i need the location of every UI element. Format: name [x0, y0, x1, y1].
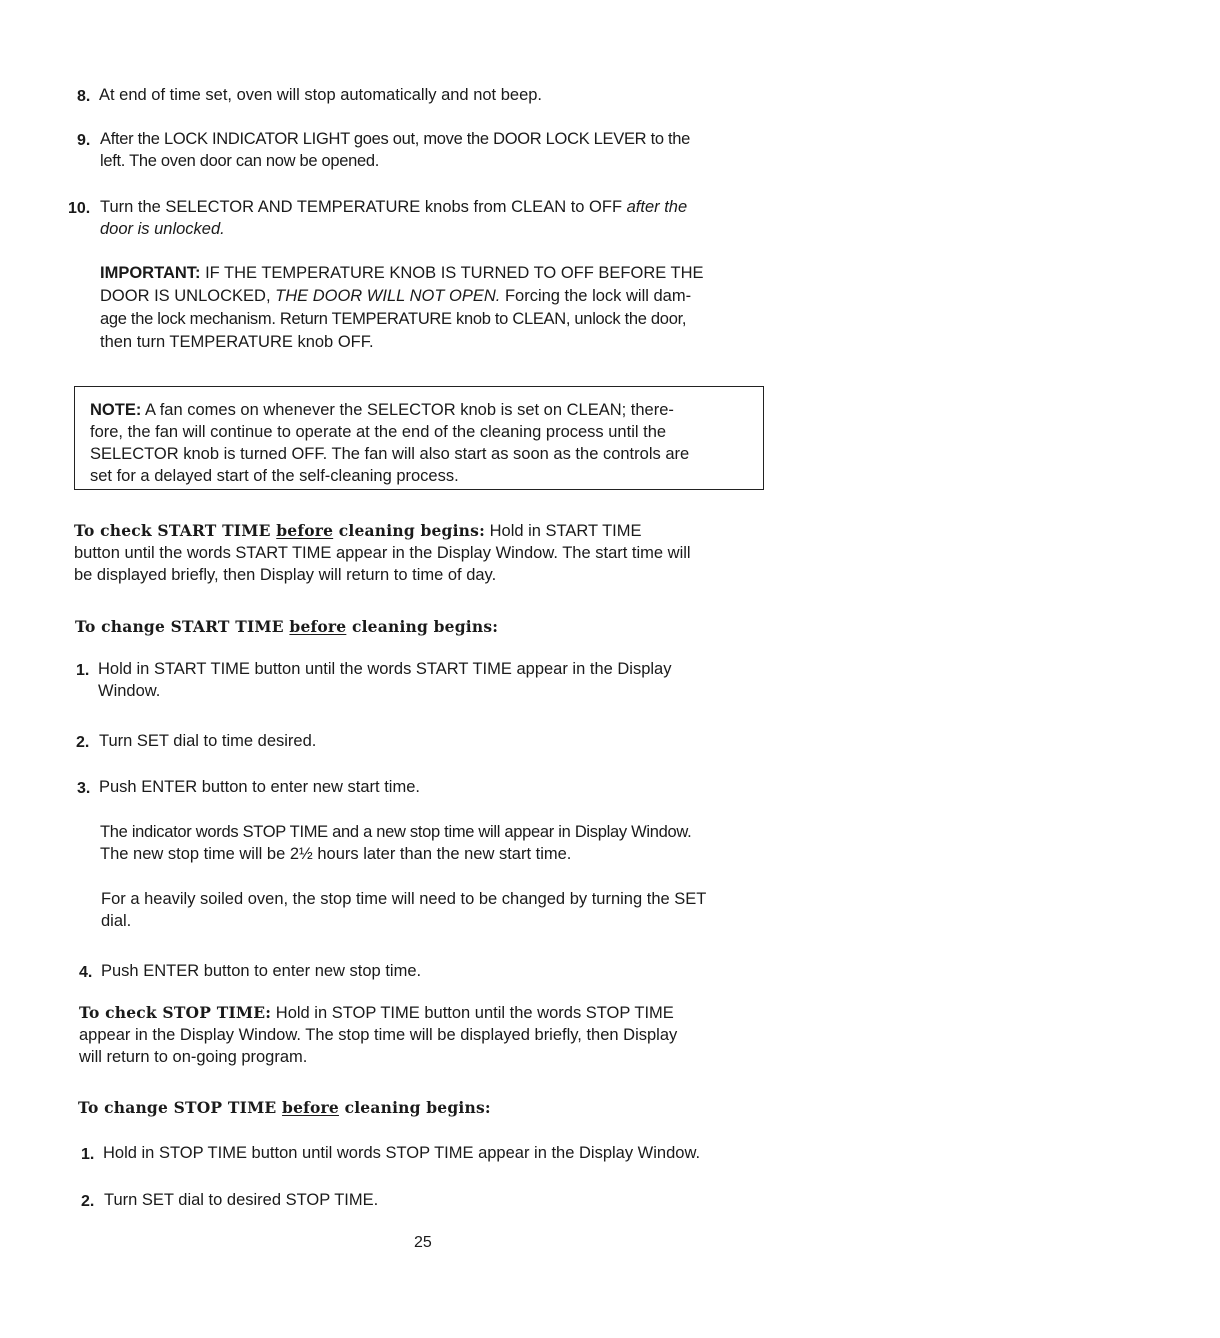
- step-number: 1.: [76, 662, 90, 679]
- change-start-step-2: [76, 730, 776, 754]
- step-8: [77, 84, 777, 108]
- step-text: Push ENTER button to enter new stop time.: [101, 962, 422, 980]
- step-number: 10.: [68, 200, 91, 217]
- change-stop-step-1: [81, 1142, 781, 1166]
- change-stop-time-heading: To change STOP TIME before cleaning begins:: [78, 1098, 491, 1117]
- step-number: 4.: [79, 964, 93, 981]
- step-number: 3.: [77, 780, 91, 797]
- step-text: Push ENTER button to enter new start time.: [99, 778, 420, 796]
- page-number: 25: [414, 1234, 432, 1251]
- stop-time-indicator-paragraph: The indicator words STOP TIME and a new stop time will appear in Display Window. The new stop time will be 2½ hours later than the new start time.: [100, 823, 692, 863]
- step-text: After the LOCK INDICATOR LIGHT goes out, move the DOOR LOCK LEVER to the left. The oven door can now be opened.: [100, 130, 691, 170]
- section-heading: To check STOP TIME:: [79, 1003, 272, 1022]
- check-stop-time: To check STOP TIME: Hold in STOP TIME button until the words STOP TIME appear in the Display Window. The stop time will be displayed briefly, then Display will return to on-going program.: [79, 1003, 678, 1066]
- step-10: [68, 196, 778, 242]
- change-start-step-1: [76, 658, 776, 704]
- change-start-step-3: [77, 776, 777, 800]
- step-text: Turn SET dial to desired STOP TIME.: [104, 1191, 379, 1209]
- change-start-time-heading: To change START TIME before cleaning begins:: [75, 617, 499, 636]
- note-label: NOTE:: [90, 401, 142, 419]
- step-text: Turn SET dial to time desired.: [99, 732, 317, 750]
- note-text: NOTE: A fan comes on whenever the SELECTOR knob is set on CLEAN; there- fore, the fan will continue to operate at the end of the cleaning process until the SELECTOR knob is turned OFF. The fan will also start as soon as the controls are set for a delayed start of the self-cleaning process.: [90, 401, 690, 485]
- step-number: 8.: [77, 88, 91, 105]
- change-stop-step-2: [81, 1189, 781, 1213]
- change-start-step-4: [79, 960, 779, 984]
- important-notice: IMPORTANT: IF THE TEMPERATURE KNOB IS TURNED TO OFF BEFORE THE DOOR IS UNLOCKED, THE DOOR WILL NOT OPEN. Forcing the lock will dam- age the lock mechanism. Return TEMPERATURE knob to CLEAN, unlock the door, then turn TEMPERATURE knob OFF.: [100, 264, 704, 351]
- heavily-soiled-paragraph: For a heavily soiled oven, the stop time will need to be changed by turning the SET dial.: [101, 890, 707, 930]
- step-text: Hold in STOP TIME button until words STOP TIME appear in the Display Window.: [103, 1144, 701, 1162]
- step-text: Turn the SELECTOR AND TEMPERATURE knobs from CLEAN to OFF after the door is unlocked.: [100, 198, 688, 238]
- step-number: 1.: [81, 1146, 95, 1163]
- step-number: 2.: [76, 734, 90, 751]
- important-label: IMPORTANT:: [100, 264, 201, 282]
- check-start-time: To check START TIME before cleaning begins: Hold in START TIME button until the words START TIME appear in the Display Window. The start time will be displayed briefly, then Display will return to time of day.: [74, 521, 691, 584]
- step-text: At end of time set, oven will stop automatically and not beep.: [99, 86, 543, 104]
- step-9: [77, 128, 777, 174]
- step-number: 2.: [81, 1193, 95, 1210]
- step-number: 9.: [77, 132, 91, 149]
- section-heading: To check START TIME before cleaning begins:: [74, 521, 486, 540]
- step-text: Hold in START TIME button until the words START TIME appear in the Display Window.: [98, 660, 672, 700]
